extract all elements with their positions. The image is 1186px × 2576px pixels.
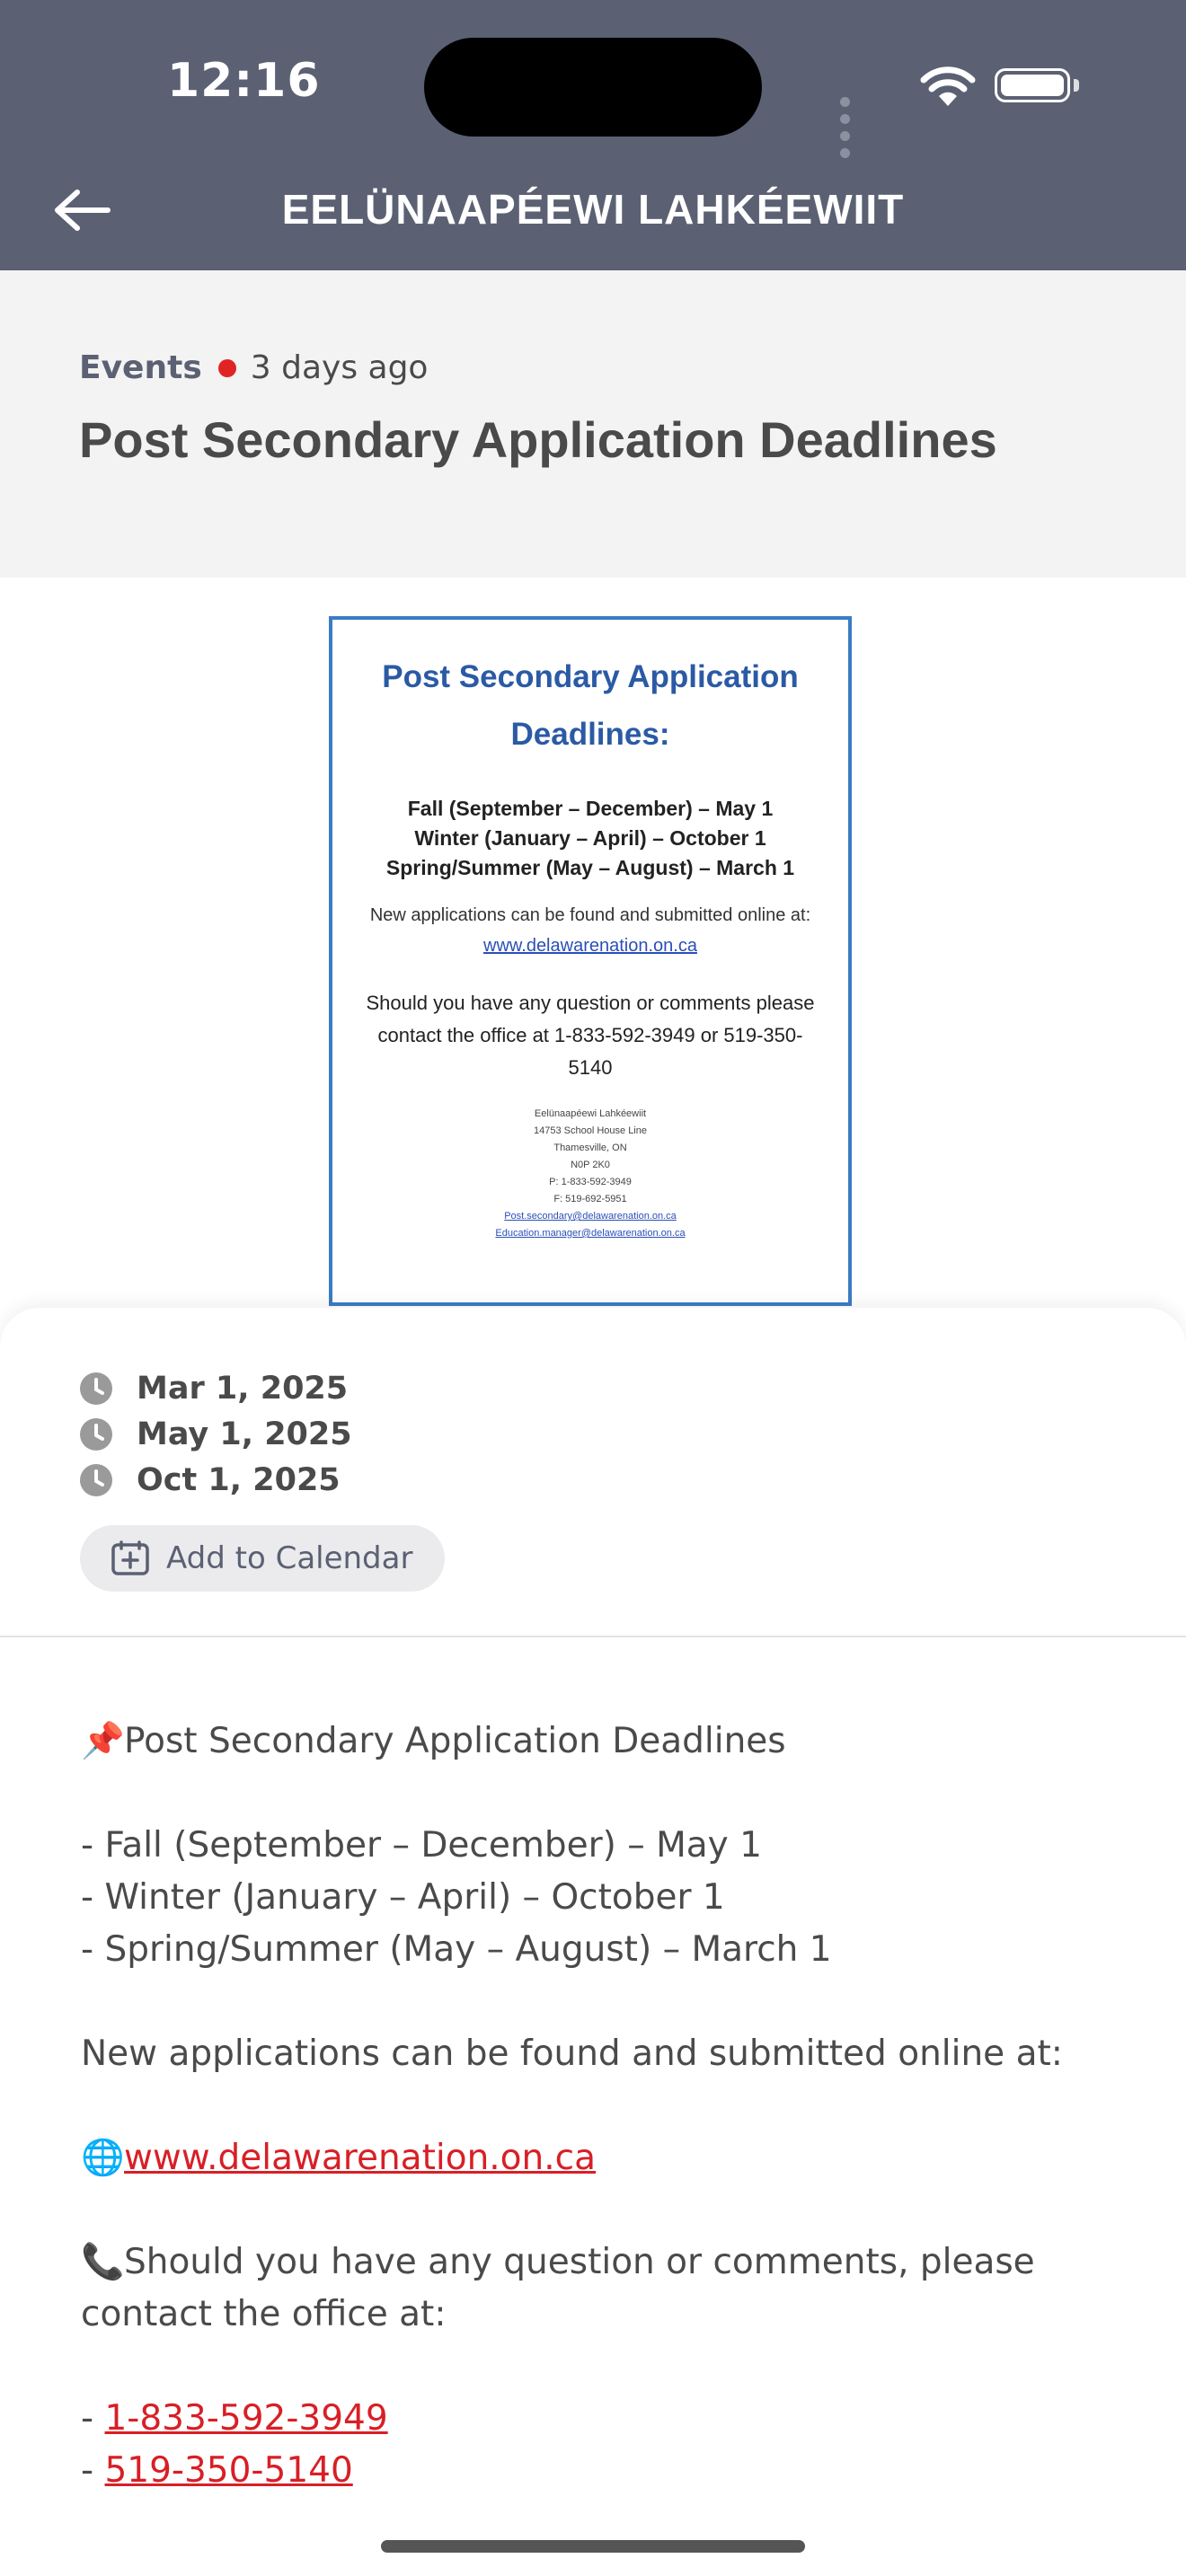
flyer-title-line1: Post Secondary Application [382, 659, 799, 694]
body-phone-row [81, 2393, 1114, 2445]
flyer-address-line: Eelünaapéewi Lahkéewiit [534, 1108, 647, 1119]
post-header [0, 270, 1186, 578]
category-label[interactable]: Events [79, 349, 202, 386]
event-date [79, 1416, 352, 1452]
body-line: - Spring/Summer (May – August) – March 1 [81, 1929, 832, 1970]
add-to-calendar-button[interactable] [80, 1525, 445, 1592]
flyer-email: Education.manager@delawarenation.on.ca [495, 1228, 686, 1239]
clock-icon [79, 1417, 113, 1451]
event-details-card [0, 1308, 1186, 2576]
divider [0, 1636, 1186, 1637]
flyer-address [332, 1106, 848, 1242]
phone-link-2[interactable]: 519-350-5140 [104, 2450, 353, 2491]
flyer-address-line: N0P 2K0 [571, 1160, 610, 1170]
phone-link-1[interactable]: 1-833-592-3949 [104, 2398, 388, 2439]
event-date-text: Oct 1, 2025 [137, 1462, 341, 1498]
list-dash: - [81, 2398, 94, 2439]
flyer-term-spring: Spring/Summer (May – August) – March 1 [385, 856, 795, 879]
separator-dot [218, 359, 236, 377]
app-header [0, 0, 1186, 270]
home-indicator[interactable] [381, 2540, 805, 2553]
flyer-image[interactable] [329, 616, 852, 1306]
flyer-apply-text: New applications can be found and submitted online at: [369, 905, 811, 925]
list-dash: - [81, 2450, 94, 2491]
body-website-row [81, 2132, 1114, 2184]
flyer-address-line: 14753 School House Line [534, 1125, 647, 1136]
wifi-icon [919, 66, 977, 108]
pushpin-icon: 📌 [81, 1721, 125, 1761]
globe-icon: 🌐 [81, 2138, 125, 2178]
phone-icon: 📞 [81, 2242, 125, 2282]
status-time: 12:16 [167, 54, 321, 108]
flyer-address-line: Thamesville, ON [553, 1142, 627, 1153]
add-to-calendar-label: Add to Calendar [166, 1540, 413, 1576]
battery-tip [1074, 79, 1079, 92]
flyer-terms [332, 794, 848, 883]
calendar-plus-icon [111, 1540, 150, 1576]
clock-icon [79, 1372, 113, 1406]
signal-icon [840, 93, 854, 162]
flyer-title [332, 648, 848, 763]
event-date [79, 1371, 348, 1407]
flyer-title-line2: Deadlines: [510, 717, 670, 752]
flyer-link: www.delawarenation.on.ca [483, 936, 697, 956]
header-title: EELÜNAAPÉEWI LAHKÉEWIIT [281, 186, 905, 233]
post-meta [79, 349, 428, 386]
body-line: - Fall (September – December) – May 1 [81, 1825, 762, 1866]
battery-icon [995, 68, 1070, 102]
dynamic-island [424, 38, 762, 137]
flyer-phone: P: 1-833-592-3949 [549, 1177, 632, 1187]
flyer-contact: Should you have any question or comments please contact the office at 1-833-592-3949 or 519-350-5140 [366, 992, 815, 1079]
event-date-text: Mar 1, 2025 [137, 1371, 349, 1407]
clock-icon [79, 1463, 113, 1497]
event-date [79, 1462, 341, 1498]
post-body [81, 1716, 1114, 2497]
flyer-email: Post.secondary@delawarenation.on.ca [504, 1211, 677, 1222]
body-heading [81, 1716, 1114, 1768]
post-title: Post Secondary Application Deadlines [79, 411, 997, 468]
body-phone-row [81, 2445, 1114, 2497]
body-contact-text [81, 2236, 1114, 2341]
event-date-text: May 1, 2025 [137, 1416, 352, 1452]
post-time-ago: 3 days ago [250, 349, 429, 386]
body-line: - Winter (January – April) – October 1 [81, 1877, 725, 1918]
website-link[interactable]: www.delawarenation.on.ca [124, 2138, 596, 2178]
body-heading-text: Post Secondary Application Deadlines [124, 1721, 786, 1761]
flyer-term-winter: Winter (January – April) – October 1 [414, 826, 766, 850]
body-apply-text: New applications can be found and submitted online at: [81, 2033, 1063, 2074]
body-contact-label: Should you have any question or comments, please contact the office at: [81, 2242, 1035, 2334]
flyer-fax: F: 519-692-5951 [553, 1194, 627, 1204]
flyer-term-fall: Fall (September – December) – May 1 [407, 797, 774, 820]
